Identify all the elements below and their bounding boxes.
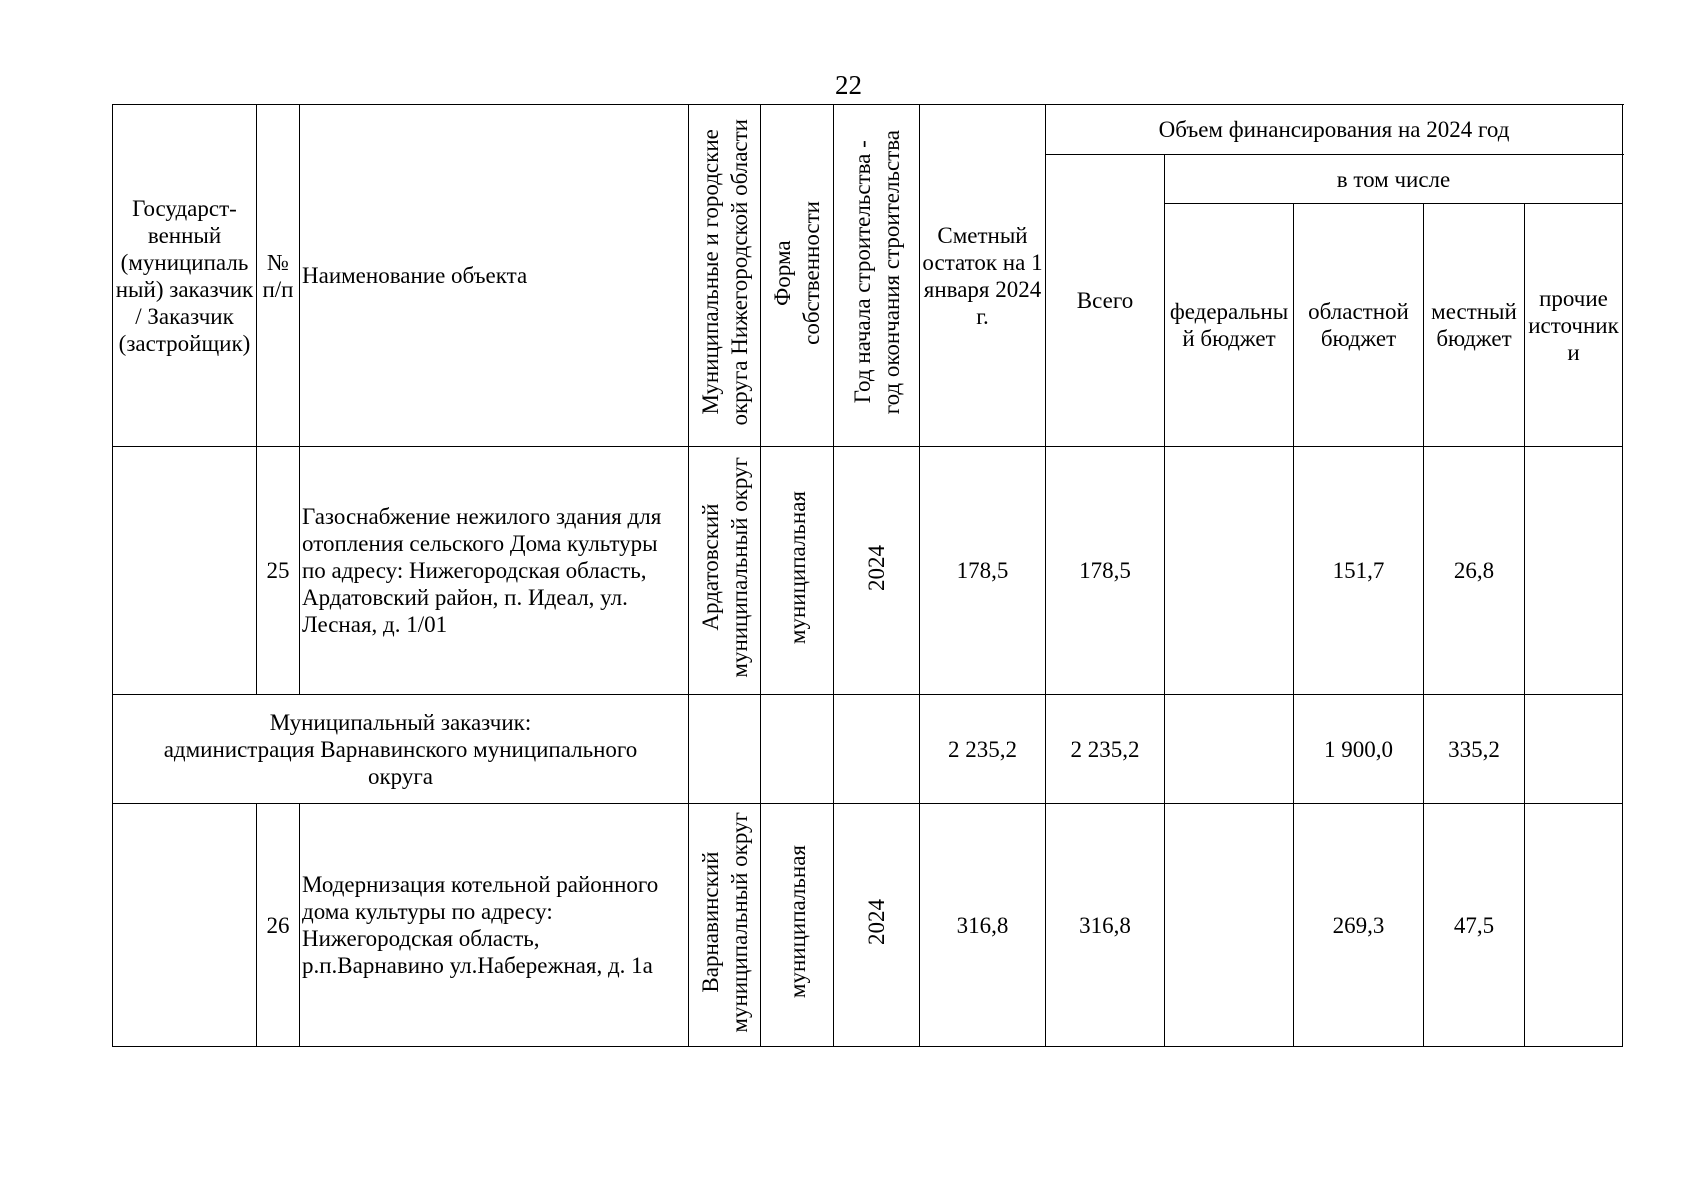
cell-object-name: Газоснабжение нежилого здания для отопления сельского Дома культуры по адресу: Нижегородская область, Ардатовский район, п. Идеал, ул. Лесная, д. 1/01 (300, 447, 689, 695)
header-local: местный бюджет (1424, 204, 1525, 447)
cell-total: 316,8 (1046, 804, 1165, 1047)
cell-total: 178,5 (1046, 447, 1165, 695)
header-number: № п/п (257, 105, 300, 447)
cell-customer (113, 804, 257, 1047)
table-row (113, 804, 1623, 1047)
cell-customer (113, 447, 257, 695)
cell-ownership: муниципальная (761, 447, 834, 695)
cell-local: 47,5 (1424, 804, 1525, 1047)
cell-municipality: Ардатовский муниципальный округ (689, 447, 761, 695)
group-other (1525, 695, 1623, 804)
cell-federal (1165, 804, 1294, 1047)
cell-municipality: Варнавинский муниципальный округ (689, 804, 761, 1047)
group-regional: 1 900,0 (1294, 695, 1424, 804)
group-total: 2 235,2 (1046, 695, 1165, 804)
cell-number: 26 (257, 804, 300, 1047)
header-including: в том числе (1165, 155, 1623, 204)
cell-object-name: Модернизация котельной районного дома культуры по адресу: Нижегородская область, р.п.Варнавино ул.Набережная, д. 1а (300, 804, 689, 1047)
header-ownership: Форма собственности (761, 105, 834, 447)
group-federal (1165, 695, 1294, 804)
group-row (113, 695, 1623, 804)
cell-local: 26,8 (1424, 447, 1525, 695)
group-municipality (689, 695, 761, 804)
cell-year: 2024 (834, 804, 920, 1047)
header-object-name: Наименование объекта (300, 105, 689, 447)
financing-table (112, 104, 1623, 1047)
cell-other (1525, 447, 1623, 695)
table-row (113, 447, 1623, 695)
cell-ownership: муниципальная (761, 804, 834, 1047)
header-years: Год начала строительства - год окончания строительства (834, 105, 920, 447)
header-total: Всего (1046, 155, 1165, 447)
header-regional: областной бюджет (1294, 204, 1424, 447)
cell-regional: 151,7 (1294, 447, 1424, 695)
cell-regional: 269,3 (1294, 804, 1424, 1047)
page-number: 22 (835, 70, 862, 100)
group-ownership (761, 695, 834, 804)
header-financing: Объем финансирования на 2024 год (1046, 105, 1623, 155)
cell-estimate: 178,5 (920, 447, 1046, 695)
cell-other (1525, 804, 1623, 1047)
group-local: 335,2 (1424, 695, 1525, 804)
header-row (113, 105, 1623, 155)
header-federal: федеральны й бюджет (1165, 204, 1294, 447)
cell-number: 25 (257, 447, 300, 695)
cell-federal (1165, 447, 1294, 695)
group-customer: Муниципальный заказчик: администрация Варнавинского муниципального округа (113, 695, 689, 804)
group-years (834, 695, 920, 804)
cell-estimate: 316,8 (920, 804, 1046, 1047)
cell-year: 2024 (834, 447, 920, 695)
header-customer: Государст-венный (муниципаль ный) заказчик / Заказчик (застройщик) (113, 105, 257, 447)
header-estimate: Сметный остаток на 1 января 2024 г. (920, 105, 1046, 447)
header-municipality: Муниципальные и городские округа Нижегородской области (689, 105, 761, 447)
group-estimate: 2 235,2 (920, 695, 1046, 804)
header-other: прочие источник и (1525, 204, 1623, 447)
